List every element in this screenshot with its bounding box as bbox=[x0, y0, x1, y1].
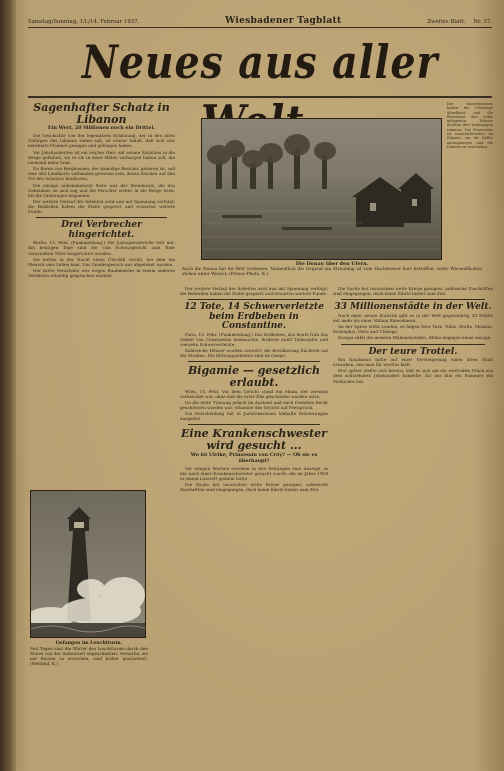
article-title-krankenschwester: Eine Krankenschwester wird gesucht ... bbox=[181, 427, 327, 452]
article-paragraph: Zahlreiche Häuser wurden zerstört; die Bevölkerung flüchtete auf die Straßen. Die Rettungsarbeiten sind im Gange. bbox=[180, 348, 328, 359]
article-paragraph: Der weitere Verlauf der Arbeiten wird nun mit Spannung verfolgt; die Behörden haben die Stelle gesperrt und erwarten weitere Funde. bbox=[28, 198, 175, 215]
page-binding bbox=[0, 0, 16, 771]
article-paragraph: Nach einer neuen Statistik gibt es in der Welt gegenwärtig 33 Städte mit mehr als einer Million Einwohnern. bbox=[333, 312, 493, 323]
article-paragraph: Der weitere Verlauf der Arbeiten wird nun mit Spannung verfolgt; die Behörden haben die Stelle gesperrt und erwarten weitere Funde. bbox=[180, 286, 328, 297]
article-paragraph: Der dritte Verurteilte war wegen Raubmordes in einem anderen Verfahren schuldig gesprochen worden. bbox=[28, 268, 175, 279]
article-paragraph: Die Entscheidung hat in Juristenkreisen lebhafte Erörterungen ausgelöst. bbox=[180, 411, 328, 422]
column-right bbox=[333, 286, 493, 385]
article-paragraph: Erst später stellte sich heraus, daß es sich um ein wertvolles Stück aus dem achtzehnten Jahrhundert handelte, für das ihm ein Sammler ein Vielfaches bot. bbox=[333, 368, 493, 384]
article-paragraph: Da Baron von Berghausen, der damalige Besitzer, geboren ist, soll eine alte Landkarte vorhanden gewesen sein, deren Zeichen auf den Ort des Schatzes hindeuten. bbox=[28, 166, 175, 182]
article-paragraph: Da die erste Trauung jedoch im Ausland und nach fremdem Recht geschlossen worden war, erkannte das Gericht auf Freispruch. bbox=[180, 399, 328, 410]
article-divider bbox=[36, 217, 167, 218]
masthead-number: Nr. 37. bbox=[473, 19, 492, 25]
article-paragraph: Paris, 13. Febr. (Funkmeldung.) Das Erdbeben, das heute früh das Gebiet von Constantine heimsuchte, forderte zwölf Todesopfer und vierzehn Schwerverletzte. bbox=[180, 331, 328, 347]
article-title-verbrecher: Drei Verbrecher hingerichtet. bbox=[61, 220, 142, 240]
article-subtitle-libanon: Ein Wert, 20 Millionen noch ein Drittel. bbox=[48, 125, 155, 132]
article-paragraph: An der Spitze steht London, es folgen New York, Tokio, Berlin, Moskau, Schanghai, Paris und Chikago. bbox=[333, 324, 493, 335]
article-paragraph: Die Suche hat inzwischen weite Kreise gezogen; zahlreiche Zuschriften sind eingegangen, doch keine führte bisher zum Ziel. bbox=[180, 482, 328, 493]
masthead-paper-name: Wiesbadener Tagblatt bbox=[225, 16, 342, 26]
caption-title: Gefangen im Leuchtturm. bbox=[55, 641, 123, 646]
masthead-sheet: Zweites Blatt. bbox=[427, 19, 466, 25]
column-left bbox=[28, 102, 175, 279]
article-paragraph: Berlin, 13. Febr. (Funkmeldung.) Die Justizpressestelle teilt mit: Am heutigen Tage sind die vom Schwurgericht zum Tode verurteilten Täter hingerichtet worden. bbox=[28, 240, 175, 256]
photo-donau-flood bbox=[201, 118, 442, 260]
caption-leuchtturm bbox=[30, 641, 148, 666]
article-paragraph: Vor Jahrhunderten ist ein reicher Herr mit seinen Schätzen in die Berge geflohen, wo er sie in einer Höhle verborgen haben soll, die niemand mehr fand. bbox=[28, 149, 175, 165]
article-divider bbox=[341, 344, 485, 345]
masthead-dateline: Samstag/Sonntag, 13./14. Februar 1937. bbox=[28, 19, 140, 25]
article-divider bbox=[188, 299, 320, 300]
article-paragraph: Die einzige unbekannteste Seite war der Steinbruch, die das Geheimnis an sich zog und die Forscher weiter in die Berge trieb, bis die Grabungen begannen. bbox=[28, 182, 175, 198]
article-title-libanon: Sagenhafter Schatz in Libanon bbox=[33, 101, 170, 126]
article-divider bbox=[188, 361, 320, 362]
headline-rule bbox=[28, 96, 492, 98]
masthead bbox=[28, 16, 492, 28]
article-paragraph: Europa zählt die meisten Millionenstädte, Afrika dagegen keine einzige. bbox=[338, 335, 492, 341]
article-divider bbox=[341, 299, 485, 300]
article-divider bbox=[188, 424, 320, 425]
article-subtitle-krankenschwester: Wo ist Ulrike, Prinzessin von Cröy? — Ob sie es überhaupt? bbox=[190, 451, 318, 464]
article-paragraph: Ein Kaufmann hatte auf einer Versteigerung einen alten Stuhl erworben, den man für wertlos hielt. bbox=[333, 356, 493, 368]
photo-leuchtturm bbox=[30, 490, 146, 638]
article-title-bigamie: Bigamie — gesetzlich erlaubt. bbox=[187, 364, 321, 389]
article-paragraph: Vor einigen Wochen erschien in den Zeitungen eine Anzeige, in der nach einer Krankenschwester gesucht wurde, die im Jahre 1918 in einem Lazarett gedient hatte. bbox=[180, 465, 328, 481]
article-title-teure-trottel: Der teure Trottel. bbox=[368, 346, 458, 357]
article-paragraph: Die Suche hat inzwischen weite Kreise gezogen; zahlreiche Zuschriften sind eingegangen, doch keine führte bisher zum Ziel. bbox=[333, 286, 493, 297]
article-paragraph: Wien, 13. Febr. Vor dem Gericht stand ein Mann, der zweimal verheiratet war, ohne daß die erste Ehe geschieden worden wäre. bbox=[180, 388, 328, 399]
column-middle bbox=[180, 286, 328, 493]
side-text-strip: Die Wassermassen haben die Uferwege überflutet, und die Bewohner der tiefer gelegenen Häuser mußten ihre Wohnungen räumen. Die Feuerwehr ist ununterbrochen im Einsatz, um die Keller auszupumpen und die Dämme zu verstärken. bbox=[447, 102, 493, 149]
caption-text: Auch die Donau hat ihr Bett verlassen. Namentlich die Gegend um Straubing ist vom Hochwasser hart betroffen; weite Wiesenflächen stehen unter Wasser. (Presse-Photo, K.) bbox=[182, 267, 482, 278]
caption-title: Die Donau über den Ufern. bbox=[295, 261, 369, 267]
caption-text: Seit Tagen sind die Wärter des Leuchtturms durch den Sturm von der Außenwelt abgeschnitten. Versuche, sie mit Booten zu erreichen, sind bisher gescheitert. (Weltbild, K.) bbox=[30, 646, 148, 667]
article-paragraph: Die Geschichte von der legendären Schätzung, der in den alten Gebirgen des Libanon ruhen soll, ist erneut Anlaß, daß sich vier berühmte Pioniere gezogen und gefangen haben. bbox=[28, 133, 175, 149]
caption-donau bbox=[182, 262, 482, 278]
article-title-millionenstaedte: 33 Millionenstädte in der Welt. bbox=[334, 302, 492, 313]
article-paragraph: Sie hatten in der Nacht einen Überfall verübt, bei dem ein Mensch ums Leben kam. Das Gnadengesuch war abgelehnt worden. bbox=[28, 256, 175, 267]
article-title-konstantine: 12 Tote, 14 Schwerverletzte beim Erdbeben in Constantine. bbox=[184, 302, 324, 332]
page-headline: Neues aus aller bbox=[81, 35, 439, 89]
